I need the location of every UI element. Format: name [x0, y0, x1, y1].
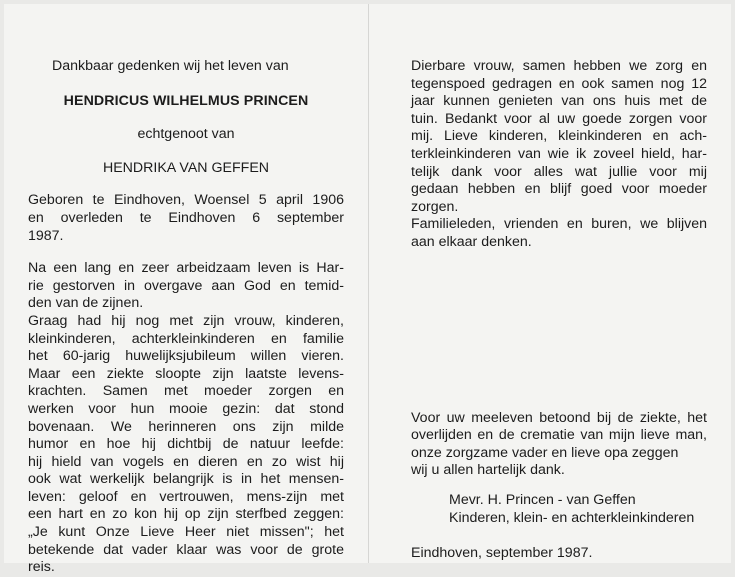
text-line: Maar een ziekte sloopte zijn laatste levens-: [28, 365, 344, 382]
text-line: „Je kunt Onze Lieve Heer niet missen"; het: [28, 524, 344, 541]
text-line: onze zorgzame vader en lieve opa zeggen: [411, 444, 679, 461]
text-line: werken voor hun mooie gezin: dat stond: [28, 400, 344, 417]
text-line: Geboren te Eindhoven, Woensel 5 april 1906: [28, 192, 344, 209]
intro-line: Dankbaar gedenken wij het leven van: [52, 58, 289, 74]
spacer: [411, 527, 707, 545]
text-line: Na een lang en zeer arbeidzaam leven is Har-: [28, 260, 344, 277]
text-line: Voor uw meeleven betoond bij de ziekte, het: [411, 409, 707, 426]
spacer: [411, 252, 707, 410]
text-line: leven: geloof en vertrouwen, mens-zijn met: [28, 488, 344, 505]
text-line: den van de zijnen.: [28, 295, 144, 312]
text-line: telijk dank voor alles wat jullie voor mij: [411, 163, 707, 180]
spouse-name: HENDRIKA VAN GEFFEN: [102, 159, 270, 176]
text-line: terkleinkinderen van wie ik zoveel hield, har-: [411, 145, 707, 162]
text-line: overlijden en de crematie van mijn lieve man,: [411, 427, 707, 444]
text-line: en overleden te Eindhoven 6 september: [28, 209, 344, 226]
text-line: 1987.: [28, 227, 64, 244]
signature-block: [449, 492, 707, 527]
text-line: ook wat werkelijk belangrijk is in het mensen-: [28, 471, 344, 488]
spacer: [28, 245, 344, 260]
text-line: reis.: [28, 559, 55, 576]
text-line: tuin. Bedankt voor al uw goede zorgen voor: [411, 110, 707, 127]
text-line: humor en hoe hij dichtbij de natuur leefde:: [28, 436, 344, 453]
text-line: zorgen.: [411, 198, 459, 215]
place-date: Eindhoven, september 1987.: [411, 545, 593, 562]
text-line: Dierbare vrouw, samen hebben we zorg en: [411, 58, 707, 74]
text-line: gedaan hebben en blijf goed voor moeder: [411, 181, 707, 198]
spacer: [411, 480, 707, 492]
birth-death-paragraph: [28, 192, 344, 245]
deceased-name: HENDRICUS WILHELMUS PRINCEN: [63, 92, 309, 109]
text-line: rie gestorven in overgave aan God en temid-: [28, 277, 344, 294]
family-paragraph: [411, 216, 707, 251]
spouse-label: echtgenoot van: [137, 126, 235, 143]
center-fold: [368, 4, 369, 563]
text-line: bovenaan. We herinneren ons zijn milde: [28, 418, 344, 435]
life-paragraph: [28, 260, 344, 313]
text-line: wij u allen hartelijk dank.: [411, 462, 565, 479]
text-line: Familieleden, vrienden en buren, we blijven: [411, 216, 707, 233]
text-line: jaar kunnen genieten van ons huis met de: [411, 93, 707, 110]
signature-line: Kinderen, klein- en achterkleinkinderen: [449, 509, 695, 526]
text-line: een hart en zo kon hij op zijn sterfbed zeggen:: [28, 506, 344, 523]
text-line: Graag had hij nog met zijn vrouw, kinderen,: [28, 312, 344, 329]
text-line: kleinkinderen, achterkleinkinderen en familie: [28, 330, 344, 347]
text-line: tegenspoed gedragen en ook samen nog 12: [411, 75, 707, 92]
text-line: betekende dat vader klaar was voor de grote: [28, 541, 344, 558]
text-line: mij. Lieve kinderen, kleinkinderen en ach-: [411, 128, 707, 145]
memories-paragraph: [28, 313, 344, 577]
text-line: hij hield van vogels en dieren en zo wist hij: [28, 453, 344, 470]
thanks-paragraph: [411, 410, 707, 480]
spacer: [28, 177, 344, 192]
left-page: [28, 58, 344, 577]
signature-line: Mevr. H. Princen - van Geffen: [449, 491, 636, 508]
text-line: het 60-jarig huwelijksjubileum willen vieren.: [28, 348, 344, 365]
text-line: krachten. Samen met moeder zorgen en: [28, 383, 344, 400]
farewell-paragraph: [411, 58, 707, 216]
text-line: aan elkaar denken.: [411, 233, 532, 250]
right-page: [411, 58, 707, 563]
